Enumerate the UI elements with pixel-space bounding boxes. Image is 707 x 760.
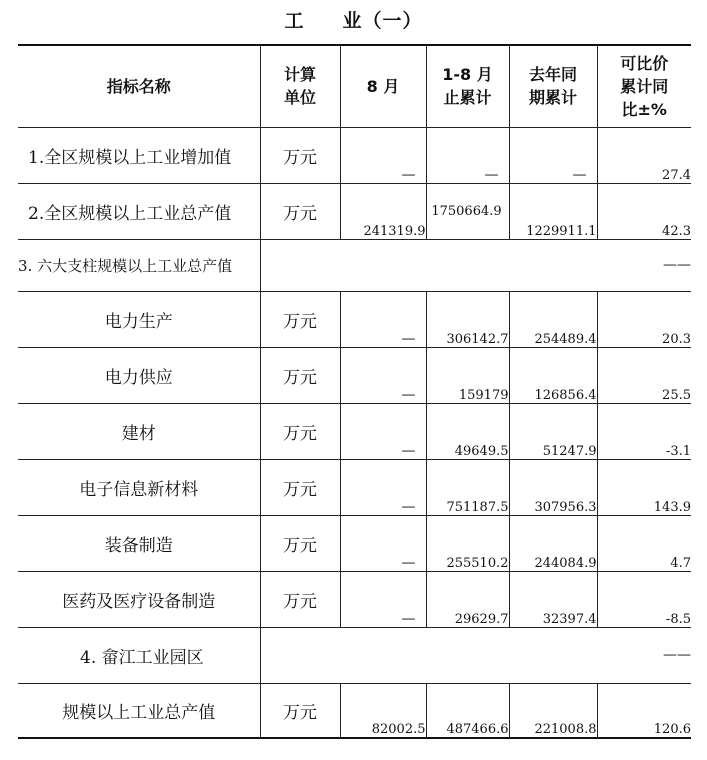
row-yoy: 143.9 xyxy=(597,459,691,515)
row-name: 1.全区规模以上工业增加值 xyxy=(18,127,260,183)
row-last-year: 244084.9 xyxy=(509,515,597,571)
row-unit: 万元 xyxy=(260,459,340,515)
row-cumulative: 487466.6 xyxy=(426,683,509,738)
row-unit: 万元 xyxy=(260,683,340,738)
row-last-year: — xyxy=(509,127,597,183)
row-yoy: 120.6 xyxy=(597,683,691,738)
section-title: 4. 畲江工业园区 xyxy=(18,627,260,683)
table-row xyxy=(18,459,691,515)
row-month: — xyxy=(340,515,426,571)
row-last-year: 307956.3 xyxy=(509,459,597,515)
header-month: 8 月 xyxy=(340,45,426,127)
row-cumulative: 1750664.9 xyxy=(426,183,509,239)
row-month: 82002.5 xyxy=(340,683,426,738)
row-month: — xyxy=(340,571,426,627)
row-cumulative: 49649.5 xyxy=(426,403,509,459)
table-row xyxy=(18,403,691,459)
section-yoy: —— xyxy=(597,627,691,683)
row-month: — xyxy=(340,127,426,183)
row-yoy: 25.5 xyxy=(597,347,691,403)
row-yoy: 27.4 xyxy=(597,127,691,183)
row-name: 电力生产 xyxy=(18,291,260,347)
header-name: 指标名称 xyxy=(18,45,260,127)
row-month: 241319.9 xyxy=(340,183,426,239)
header-row xyxy=(18,45,691,127)
row-month: — xyxy=(340,291,426,347)
header-yoy: 可比价 累计同 比±% xyxy=(597,45,691,127)
page-title xyxy=(0,6,707,33)
row-last-year: 1229911.1 xyxy=(509,183,597,239)
row-name: 2.全区规模以上工业总产值 xyxy=(18,183,260,239)
row-yoy: 42.3 xyxy=(597,183,691,239)
row-unit: 万元 xyxy=(260,347,340,403)
industry-table xyxy=(18,44,691,739)
row-name: 装备制造 xyxy=(18,515,260,571)
section-row xyxy=(18,627,691,683)
header-cumulative: 1-8 月 止累计 xyxy=(426,45,509,127)
header-unit: 计算 单位 xyxy=(260,45,340,127)
section-row xyxy=(18,239,691,291)
row-yoy: 4.7 xyxy=(597,515,691,571)
table-row xyxy=(18,347,691,403)
row-name: 规模以上工业总产值 xyxy=(18,683,260,738)
row-yoy: 20.3 xyxy=(597,291,691,347)
table-row xyxy=(18,291,691,347)
row-unit: 万元 xyxy=(260,291,340,347)
row-unit: 万元 xyxy=(260,403,340,459)
table-row xyxy=(18,683,691,738)
row-name: 医药及医疗设备制造 xyxy=(18,571,260,627)
row-yoy: -3.1 xyxy=(597,403,691,459)
table-row xyxy=(18,571,691,627)
row-last-year: 254489.4 xyxy=(509,291,597,347)
row-last-year: 32397.4 xyxy=(509,571,597,627)
row-cumulative: 306142.7 xyxy=(426,291,509,347)
row-last-year: 126856.4 xyxy=(509,347,597,403)
row-unit: 万元 xyxy=(260,571,340,627)
row-month: — xyxy=(340,459,426,515)
table-row xyxy=(18,515,691,571)
row-last-year: 51247.9 xyxy=(509,403,597,459)
table-row xyxy=(18,183,691,239)
title-left: 工 xyxy=(284,10,305,32)
row-cumulative: 159179 xyxy=(426,347,509,403)
row-name: 电子信息新材料 xyxy=(18,459,260,515)
row-last-year: 221008.8 xyxy=(509,683,597,738)
row-unit: 万元 xyxy=(260,515,340,571)
row-month: — xyxy=(340,347,426,403)
section-title: 3. 六大支柱规模以上工业总产值 xyxy=(18,239,260,291)
row-unit: 万元 xyxy=(260,127,340,183)
row-cumulative: — xyxy=(426,127,509,183)
row-yoy: -8.5 xyxy=(597,571,691,627)
row-unit: 万元 xyxy=(260,183,340,239)
row-cumulative: 29629.7 xyxy=(426,571,509,627)
row-name: 电力供应 xyxy=(18,347,260,403)
row-name: 建材 xyxy=(18,403,260,459)
row-cumulative: 255510.2 xyxy=(426,515,509,571)
row-month: — xyxy=(340,403,426,459)
row-cumulative: 751187.5 xyxy=(426,459,509,515)
title-right: 业（一） xyxy=(342,10,423,32)
header-last-year: 去年同 期累计 xyxy=(509,45,597,127)
table-row xyxy=(18,127,691,183)
section-yoy: —— xyxy=(597,239,691,291)
